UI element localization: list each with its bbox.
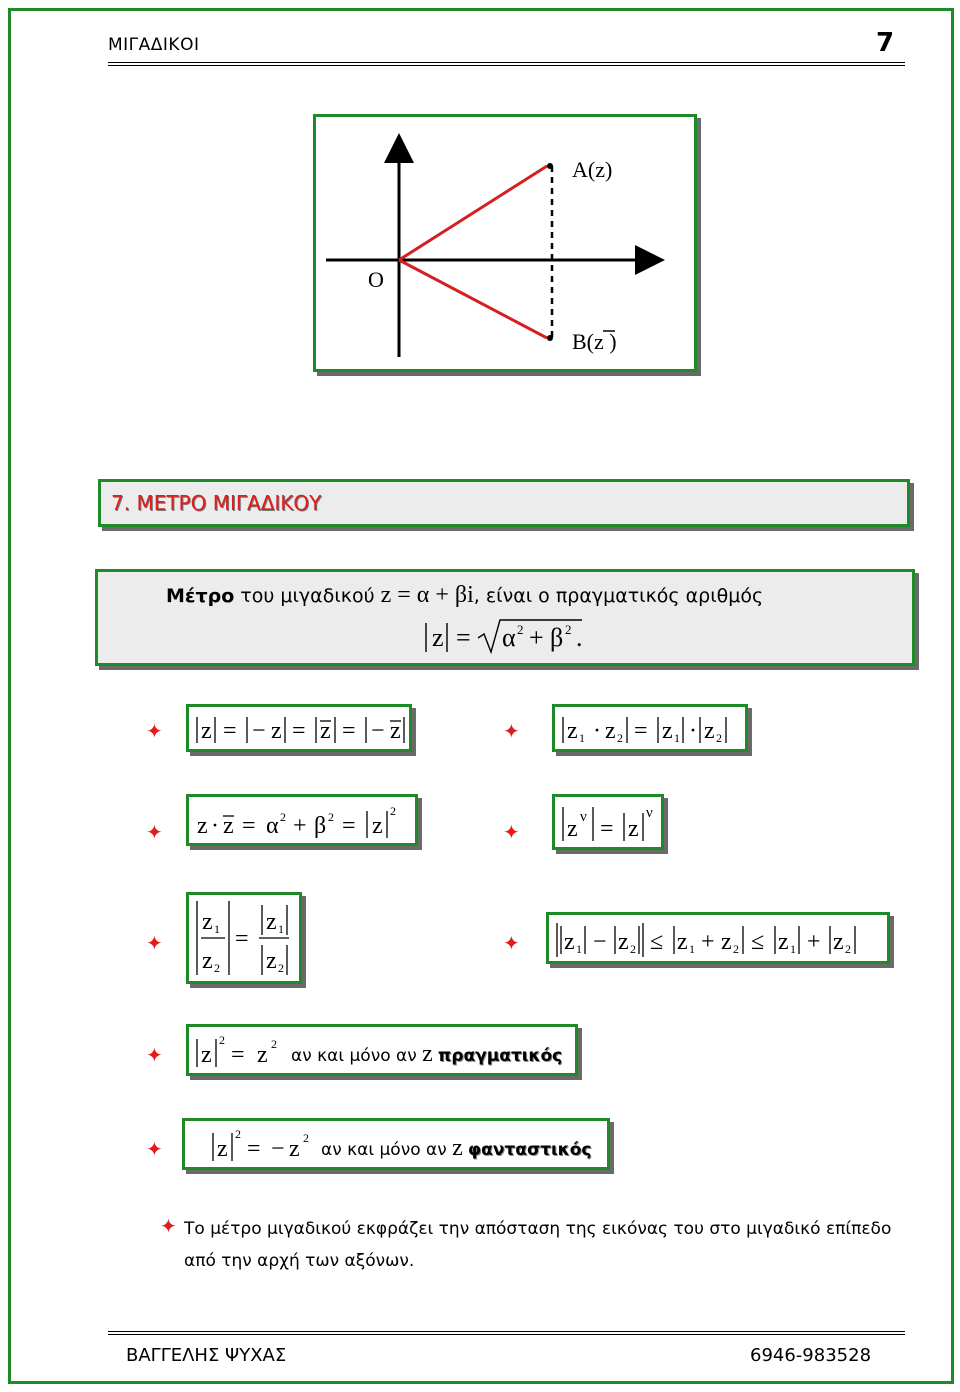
footer-author: ΒΑΓΓΕΛΗΣ ΨΥΧΑΣ [126,1345,287,1366]
property-box-1 [186,704,412,752]
svg-text:z: z [289,1136,300,1162]
bullet-star-icon: ✦ [160,1214,177,1238]
svg-text:2: 2 [271,1037,277,1051]
svg-text:=: = [456,623,471,652]
bullet-star-icon: ✦ [503,931,520,955]
property-5-formula [189,895,299,981]
svg-text:=: = [600,816,614,842]
svg-text:=: = [247,1136,261,1162]
svg-text:=: = [242,813,256,839]
bullet-star-icon: ✦ [503,719,520,743]
svg-text:≤: ≤ [650,929,664,955]
definition-formula: z = α + βi [380,582,474,608]
point-b [547,335,553,341]
diagram-svg [316,117,696,371]
svg-text:2: 2 [328,810,334,824]
svg-text:=: = [231,1042,245,1068]
svg-text:·: · [211,813,219,839]
bullet-star-icon: ✦ [503,820,520,844]
svg-text:2: 2 [280,810,286,824]
svg-text:z: z [266,909,277,935]
svg-text:z: z [564,929,575,955]
svg-text:+: + [293,813,307,839]
svg-text:2: 2 [630,942,636,956]
svg-text:z: z [217,1136,228,1162]
property-1-formula [189,707,409,749]
svg-text:1: 1 [790,942,796,956]
property-box-3 [186,794,418,846]
property-3-formula [189,797,415,843]
svg-text:α: α [266,813,279,839]
svg-text:z: z [257,1042,268,1068]
bullet-star-icon: ✦ [146,931,163,955]
property-8-formula [185,1121,325,1167]
svg-text:=: = [223,718,237,744]
svg-text:z: z [432,623,444,652]
svg-text:z: z [266,948,277,974]
svg-text:=: = [235,926,249,952]
svg-text:z: z [704,718,715,744]
svg-text:z: z [778,929,789,955]
svg-text:2: 2 [716,731,722,745]
svg-text:z: z [605,718,616,744]
svg-text:1: 1 [689,942,695,956]
svg-text:2: 2 [235,1127,241,1141]
property-box-7 [186,1024,578,1076]
svg-text:.: . [576,623,583,652]
svg-text:1: 1 [278,922,284,936]
property-box-2 [552,704,748,752]
header-title: ΜΙΓΑΔΙΚΟΙ [108,35,200,55]
definition-bold-word: Μέτρο [166,585,235,607]
explanation-paragraph: Το μέτρο μιγαδικού εκφράζει την απόσταση της εικόνας του στο μιγαδικό επίπεδο από την αρχή των αξόνων. [184,1219,892,1271]
svg-text:−: − [271,1136,285,1162]
svg-text:−: − [371,718,385,744]
svg-text:z: z [201,1042,212,1068]
svg-text:z: z [223,813,234,839]
svg-text:β: β [314,813,327,839]
property-box-8 [182,1118,610,1170]
vector-oa [399,166,547,260]
property-box-5 [186,892,302,984]
svg-text:z: z [618,929,629,955]
bullet-star-icon: ✦ [146,1137,163,1161]
property-8-text: αν και μόνο αν z φανταστικός [321,1135,592,1161]
property-box-4 [552,794,664,850]
svg-text:z: z [567,718,578,744]
complex-plane-diagram [313,114,697,372]
svg-text:·: · [689,718,697,744]
svg-text:2: 2 [214,961,220,975]
svg-text:+: + [701,929,715,955]
svg-text:z: z [662,718,673,744]
svg-text:z: z [320,718,331,744]
property-box-6 [546,912,890,964]
svg-text:ν: ν [580,809,587,825]
svg-text:2: 2 [517,622,524,637]
svg-text:z: z [201,718,212,744]
svg-text:2: 2 [565,622,572,637]
svg-text:2: 2 [845,942,851,956]
label-o: O [368,267,384,292]
svg-text:z: z [628,816,639,842]
svg-text:=: = [342,813,356,839]
property-2-formula [555,707,745,749]
property-7-formula [189,1027,299,1073]
point-a [547,163,553,169]
svg-text:2: 2 [733,942,739,956]
svg-text:z: z [721,929,732,955]
label-a: A(z) [572,157,613,182]
svg-text:z: z [202,909,213,935]
svg-text:−: − [252,718,266,744]
svg-text:z: z [677,929,688,955]
svg-text:β: β [550,623,564,652]
svg-text:1: 1 [579,731,585,745]
footer-phone: 6946-983528 [750,1345,872,1366]
header-rule [108,62,905,66]
svg-text:z: z [271,718,282,744]
svg-text:z: z [372,813,383,839]
definition-text-before: του μιγαδικού [234,585,381,607]
page-number: 7 [876,28,895,58]
property-4-formula [555,797,661,847]
section-title-box [98,479,910,527]
svg-text:z: z [202,948,213,974]
svg-text:z: z [833,929,844,955]
svg-text:z: z [567,816,578,842]
svg-text:≤: ≤ [751,929,765,955]
svg-text:1: 1 [674,731,680,745]
svg-text:1: 1 [576,942,582,956]
svg-text:z: z [197,813,208,839]
svg-text:2: 2 [219,1033,225,1047]
svg-text:+: + [807,929,821,955]
bullet-star-icon: ✦ [146,820,163,844]
bullet-star-icon: ✦ [146,719,163,743]
vector-ob [399,260,547,338]
svg-text:z: z [390,718,401,744]
svg-text:2: 2 [303,1131,309,1145]
property-6-formula [549,915,887,961]
svg-text:=: = [342,718,356,744]
definition-text-after: , είναι ο πραγματικός αριθμός [473,585,764,607]
bullet-star-icon: ✦ [146,1043,163,1067]
modulus-formula [98,572,912,663]
svg-text:=: = [634,718,648,744]
svg-text:1: 1 [214,922,220,936]
svg-text:·: · [593,718,601,744]
label-b: B(z ) [572,329,617,354]
definition-box [95,569,915,666]
property-7-text: αν και μόνο αν z πραγματικός [291,1041,563,1067]
svg-text:−: − [593,929,607,955]
svg-text:2: 2 [617,731,623,745]
svg-text:α: α [502,623,516,652]
footer-rule [108,1331,905,1335]
svg-text:=: = [292,718,306,744]
svg-text:ν: ν [646,805,653,821]
svg-text:2: 2 [278,961,284,975]
svg-text:2: 2 [390,804,396,818]
section-title: 7. ΜΕΤΡΟ ΜΙΓΑΔΙΚΟΥ [111,491,322,515]
svg-text:+: + [529,623,544,652]
